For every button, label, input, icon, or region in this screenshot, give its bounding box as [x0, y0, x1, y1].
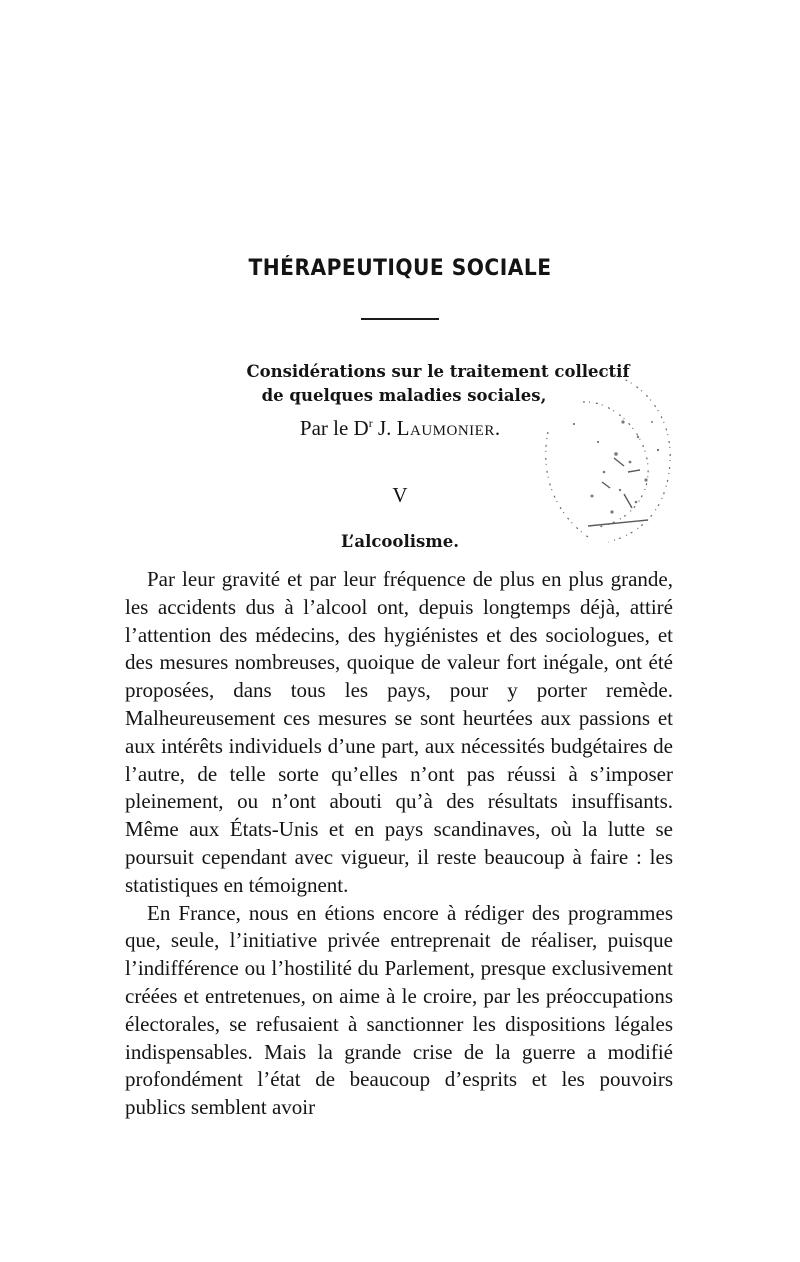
- author-line: [0, 416, 800, 441]
- author-surname: Laumonier: [396, 416, 495, 440]
- subtitle-line-1: Considérations sur le traitement collectif: [246, 362, 630, 381]
- author-title-superscript: r: [368, 416, 373, 430]
- subtitle-line-2: de quelques maladies sociales,: [261, 386, 547, 405]
- paragraph-1: Par leur gravité et par leur fréquence de plus en plus grande, les accidents dus à l’alcool ont, depuis longtemps déjà, attiré l’attention des médecins, des hygiénistes et des sociologues, et des mesures nombreuses, quoique de valeur fort inégale, ont été proposées, dans tous les pays, pour y porter remède. Malheureusement ces mesures se sont heurtées aux passions et aux intérêts individuels d’une part, aux nécessités budgétaires de l’autre, de telle sorte qu’elles n’ont pas réussi à s’imposer pleinement, ou n’ont abouti qu’à des résultats insuffisants. Même aux États-Unis et en pays scandinaves, où la lutte se poursuit cependant avec vigueur, il reste beaucoup à faire : les statistiques en témoignent.: [125, 567, 673, 897]
- title-rule: [361, 318, 439, 320]
- section-title: L’alcoolisme.: [341, 532, 459, 551]
- paragraph-2: En France, nous en étions encore à rédiger des programmes que, seule, l’initiative privée entreprenait de réaliser, puisque l’indifférence ou l’hostilité du Parlement, presque exclusivement créées et entretenues, on aime à le croire, par les préoccupations électorales, se refusaient à sanctionner les dispositions légales indispensables. Mais la grande crise de la guerre a modifié profondément l’état de beaucoup d’esprits et les pouvoirs publics semblent avoir: [125, 900, 673, 1120]
- article-body: [125, 566, 673, 1122]
- page-title: THÉRAPEUTIQUE SOCIALE: [248, 256, 552, 281]
- author-initial: J.: [372, 416, 397, 440]
- author-prefix: Par le D: [299, 416, 369, 440]
- section-number: V: [392, 483, 408, 507]
- author-suffix: .: [494, 416, 501, 440]
- library-stamp-icon: [528, 362, 678, 552]
